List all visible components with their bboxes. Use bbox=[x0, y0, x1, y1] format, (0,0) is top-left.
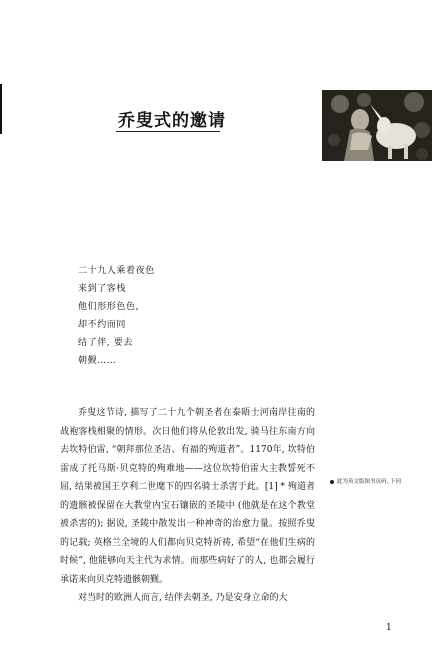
chapter-title: 乔叟式的邀请 bbox=[118, 111, 226, 131]
poem-line: 结了伴, 要去 bbox=[78, 338, 133, 348]
unicorn-tapestry-image bbox=[322, 90, 432, 161]
poem-line: 他们形形色色, bbox=[78, 302, 140, 312]
bullet-icon bbox=[330, 480, 334, 484]
poem-line: 朝觐…… bbox=[78, 356, 117, 366]
left-margin-rule bbox=[0, 84, 2, 134]
poem-line: 来到了客栈 bbox=[78, 284, 127, 294]
margin-note-text: 此为英文版图书页码, 下同 bbox=[337, 479, 401, 485]
title-underline bbox=[116, 131, 220, 132]
body-text bbox=[60, 404, 315, 608]
poem-line: 却不约而同 bbox=[78, 320, 127, 330]
body-paragraph: 乔叟这节诗, 描写了二十九个朝圣者在泰晤士河南岸往南的战袍客栈相聚的情形。次日他们将从伦敦出发, 骑马往东南方向去坎特伯雷, “朝拜那位圣洁、有福的殉道者”。1170年, 坎特伯雷成了托马斯·贝克特的殉难地——这位坎特伯雷大主教誓死不屈, 结果被国王亨利二世麾下的四名骑士杀害于此。[1] * 殉道者的遗骸被保留在大教堂内宝石镶嵌的圣陵中 (他就是在这个教堂被杀害的); 据说, 圣陵中散发出一种神奇的治愈力量。按照乔叟的记载; 英格兰全境的人们都向贝克特祈祷, 希望“在他们生病的时候”, 他能够向天主代为求情。而那些病好了的人, 也都会履行承诺来向贝克特遗骸朝觐。 bbox=[60, 408, 315, 585]
page-number: 1 bbox=[386, 623, 392, 633]
margin-note bbox=[330, 477, 401, 485]
body-paragraph: 对当时的欧洲人而言, 结伴去朝圣, 乃是安身立命的大 bbox=[78, 593, 288, 603]
chapter-illustration bbox=[322, 90, 432, 161]
poem-line: 二十九人乘着夜色 bbox=[78, 266, 155, 276]
epigraph-poem bbox=[78, 262, 155, 370]
